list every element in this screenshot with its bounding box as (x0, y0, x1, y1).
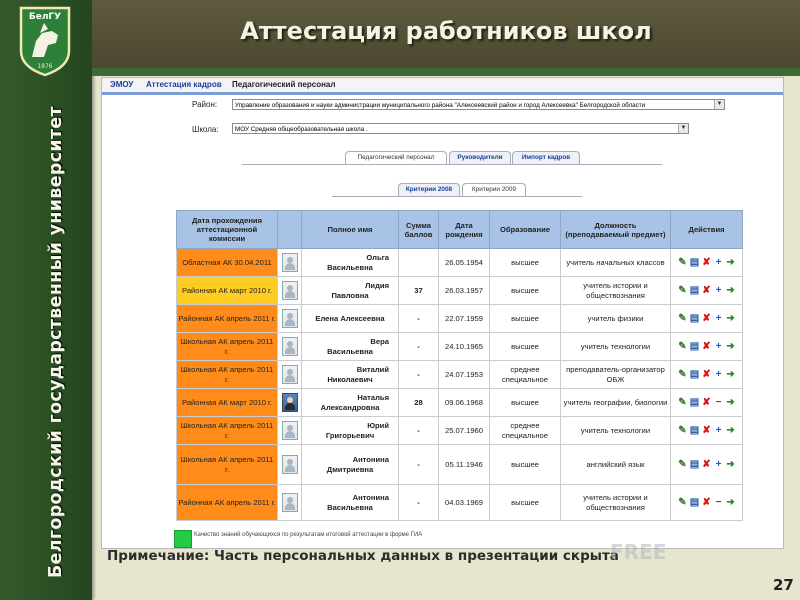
cell-photo (278, 249, 302, 277)
cell-score: 37 (399, 277, 439, 305)
nav-current-section: Педагогический персонал (232, 80, 336, 89)
add-icon[interactable]: + (715, 257, 722, 268)
add-icon[interactable]: + (715, 425, 722, 436)
cell-position: английский язык (561, 445, 671, 485)
col-actions: Действия (671, 211, 743, 249)
edit-icon[interactable]: ✎ (678, 257, 687, 268)
cell-education: среднее специальное (490, 361, 561, 389)
name-line-2[interactable]: Васильевна (327, 346, 373, 356)
cell-score: - (399, 305, 439, 333)
arrow-right-icon[interactable]: ➜ (726, 425, 735, 436)
name-line-2[interactable]: Павловна (331, 290, 369, 300)
delete-icon[interactable]: ✘ (702, 397, 711, 408)
rayon-select[interactable] (232, 99, 725, 110)
cell-photo (278, 389, 302, 417)
name-line-2[interactable]: Григорьевич (325, 430, 375, 440)
add-icon[interactable]: + (715, 313, 722, 324)
cell-education: высшее (490, 445, 561, 485)
cell-attestation: Районная АК март 2010 г. (177, 277, 278, 305)
avatar[interactable] (282, 393, 298, 412)
delete-icon[interactable]: ✘ (702, 285, 711, 296)
slide-note: Примечание: Часть персональных данных в презентации скрыта (107, 548, 619, 564)
col-photo (278, 211, 302, 249)
avatar[interactable] (282, 337, 298, 356)
document-icon[interactable]: ▤ (689, 425, 700, 436)
cell-attestation: Районная АК март 2010 г. (177, 389, 278, 417)
avatar[interactable] (282, 493, 298, 512)
page-number: 27 (773, 576, 794, 594)
table-row (177, 277, 743, 305)
delete-icon[interactable]: ✘ (702, 257, 711, 268)
nav-divider (102, 92, 783, 95)
cell-attestation: Районная АК апрель 2011 г. (177, 305, 278, 333)
cell-actions (671, 389, 743, 417)
name-line-2[interactable]: Дмитриевна (326, 464, 374, 474)
logo-year: 1876 (37, 63, 53, 70)
table-row (177, 333, 743, 361)
cell-photo (278, 305, 302, 333)
arrow-right-icon[interactable]: ➜ (726, 285, 735, 296)
document-icon[interactable]: ▤ (689, 369, 700, 380)
avatar[interactable] (282, 455, 298, 474)
remove-icon[interactable]: − (715, 397, 722, 408)
document-icon[interactable]: ▤ (689, 397, 700, 408)
cell-actions (671, 305, 743, 333)
delete-icon[interactable]: ✘ (702, 425, 711, 436)
tab-criteria-2008[interactable]: Критерии 2008 (398, 183, 460, 196)
cell-position: учитель технологии (561, 333, 671, 361)
avatar[interactable] (282, 281, 298, 300)
document-icon[interactable]: ▤ (689, 257, 700, 268)
arrow-right-icon[interactable]: ➜ (726, 397, 735, 408)
edit-icon[interactable]: ✎ (678, 497, 687, 508)
name-line-1[interactable]: Антонина (352, 493, 389, 502)
cell-full-name[interactable] (302, 333, 399, 361)
university-logo (18, 5, 72, 77)
cell-attestation: Школьная АК апрель 2011 г. (177, 361, 278, 389)
edit-icon[interactable]: ✎ (678, 313, 687, 324)
rayon-value: Управление образования и науки администрации муниципального района "Алексеевский район и город Алексеевка" Белгородской области (235, 102, 646, 109)
cell-education: высшее (490, 277, 561, 305)
top-navigation (102, 78, 783, 93)
name-line-2[interactable]: Александровна (320, 402, 380, 412)
cell-score: - (399, 445, 439, 485)
document-icon[interactable]: ▤ (689, 459, 700, 470)
name-line-2[interactable]: Николаевич (327, 374, 373, 384)
cell-actions (671, 417, 743, 445)
col-full-name[interactable]: Полное имя (302, 211, 399, 249)
name-line-1[interactable]: Виталий (356, 365, 389, 374)
staff-table-body (177, 249, 743, 521)
delete-icon[interactable]: ✘ (702, 369, 711, 380)
name-line-1[interactable]: Наталья (357, 393, 389, 402)
cell-birth-date: 26.03.1957 (439, 277, 490, 305)
nav-emou[interactable]: ЭМОУ (110, 80, 134, 89)
cell-score: - (399, 361, 439, 389)
cell-position: учитель географии, биологии (561, 389, 671, 417)
name-line-2[interactable]: Елена Алексеевна (315, 313, 385, 323)
document-icon[interactable]: ▤ (689, 497, 700, 508)
col-attestation-date[interactable]: Дата прохождения аттестационной комиссии (177, 211, 278, 249)
cell-actions (671, 249, 743, 277)
cell-attestation: Школьная АК апрель 2011 г. (177, 445, 278, 485)
cell-full-name[interactable] (302, 445, 399, 485)
table-footnote: Качество знаний обучающихся по результатам итоговой аттестации в форме ГИА (194, 532, 423, 538)
cell-full-name[interactable] (302, 361, 399, 389)
edit-icon[interactable]: ✎ (678, 397, 687, 408)
cell-attestation: Школьная АК апрель 2011 г. (177, 417, 278, 445)
logo-title: БелГУ (28, 12, 62, 22)
table-row (177, 417, 743, 445)
cell-position: учитель истории и обществознания (561, 277, 671, 305)
cell-photo (278, 333, 302, 361)
arrow-right-icon[interactable]: ➜ (726, 313, 735, 324)
edit-icon[interactable]: ✎ (678, 459, 687, 470)
cell-score: - (399, 417, 439, 445)
avatar[interactable] (282, 309, 298, 328)
document-icon[interactable]: ▤ (689, 313, 700, 324)
add-icon[interactable]: + (715, 459, 722, 470)
cell-birth-date: 24.07.1953 (439, 361, 490, 389)
cell-full-name[interactable] (302, 417, 399, 445)
arrow-right-icon[interactable]: ➜ (726, 341, 735, 352)
school-value: МОУ Средняя общеобразовательная школа . (235, 126, 368, 133)
add-icon[interactable]: + (715, 285, 722, 296)
cell-photo (278, 417, 302, 445)
cell-actions (671, 333, 743, 361)
name-line-1[interactable]: Лидия (365, 281, 389, 290)
avatar[interactable] (282, 421, 298, 440)
edit-icon[interactable]: ✎ (678, 425, 687, 436)
cell-photo (278, 361, 302, 389)
chevron-down-icon: ▼ (714, 100, 724, 109)
cell-full-name[interactable] (302, 485, 399, 521)
cell-education: высшее (490, 389, 561, 417)
cell-education: высшее (490, 485, 561, 521)
sidebar (0, 0, 92, 600)
cell-education: высшее (490, 249, 561, 277)
arrow-right-icon[interactable]: ➜ (726, 497, 735, 508)
cell-attestation: Областная АК 30.04.2011 (177, 249, 278, 277)
cell-full-name[interactable] (302, 389, 399, 417)
cell-birth-date: 22.07.1959 (439, 305, 490, 333)
tab-managers[interactable]: Руководители (449, 151, 511, 164)
cell-birth-date: 26.05.1954 (439, 249, 490, 277)
edit-icon[interactable]: ✎ (678, 341, 687, 352)
arrow-right-icon[interactable]: ➜ (726, 257, 735, 268)
cell-attestation: Школьная АК апрель 2011 г. (177, 333, 278, 361)
cell-photo (278, 445, 302, 485)
tab-criteria-2009[interactable]: Критерии 2009 (462, 183, 526, 196)
cell-position: учитель физики (561, 305, 671, 333)
header-band (92, 68, 800, 76)
app-screenshot (101, 77, 784, 549)
cell-birth-date: 05.11.1946 (439, 445, 490, 485)
cell-birth-date: 04.03.1969 (439, 485, 490, 521)
staff-table (176, 210, 743, 521)
cell-photo (278, 277, 302, 305)
cell-birth-date: 09.06.1968 (439, 389, 490, 417)
legend-green-square (174, 530, 192, 548)
document-icon[interactable]: ▤ (689, 285, 700, 296)
col-education[interactable]: Образование (490, 211, 561, 249)
cell-actions (671, 277, 743, 305)
table-row (177, 361, 743, 389)
cell-attestation: Районная АК апрель 2011 г. (177, 485, 278, 521)
tabs-divider (242, 164, 662, 165)
delete-icon[interactable]: ✘ (702, 459, 711, 470)
remove-icon[interactable]: − (715, 497, 722, 508)
table-row (177, 445, 743, 485)
name-line-1[interactable]: Юрий (367, 421, 389, 430)
delete-icon[interactable]: ✘ (702, 313, 711, 324)
name-line-1[interactable]: Вера (370, 337, 389, 346)
col-birth-date[interactable]: Дата рождения (439, 211, 490, 249)
table-row (177, 249, 743, 277)
name-line-2[interactable]: Васильевна (327, 262, 373, 272)
cell-education: высшее (490, 333, 561, 361)
cell-position: учитель начальных классов (561, 249, 671, 277)
school-select[interactable] (232, 123, 689, 134)
cell-full-name[interactable] (302, 305, 399, 333)
cell-actions (671, 361, 743, 389)
table-row (177, 389, 743, 417)
arrow-right-icon[interactable]: ➜ (726, 459, 735, 470)
school-label: Школа: (192, 125, 219, 134)
name-line-1[interactable]: Ольга (366, 253, 389, 262)
add-icon[interactable]: + (715, 341, 722, 352)
cell-actions (671, 445, 743, 485)
edit-icon[interactable]: ✎ (678, 369, 687, 380)
avatar[interactable] (282, 365, 298, 384)
tab-teaching-staff[interactable]: Педагогический персонал (345, 151, 447, 164)
cell-education: среднее специальное (490, 417, 561, 445)
delete-icon[interactable]: ✘ (702, 341, 711, 352)
cell-full-name[interactable] (302, 277, 399, 305)
col-position[interactable]: Должность (преподаваемый предмет) (561, 211, 671, 249)
chevron-down-icon: ▼ (678, 124, 688, 133)
delete-icon[interactable]: ✘ (702, 497, 711, 508)
slide-title: Аттестация работников школ (240, 17, 652, 45)
cell-birth-date: 25.07.1960 (439, 417, 490, 445)
document-icon[interactable]: ▤ (689, 341, 700, 352)
cell-position: учитель технологии (561, 417, 671, 445)
cell-education: высшее (490, 305, 561, 333)
rayon-label: Район: (192, 100, 218, 109)
cell-score: - (399, 485, 439, 521)
cell-actions (671, 485, 743, 521)
cell-score: 28 (399, 389, 439, 417)
arrow-right-icon[interactable]: ➜ (726, 369, 735, 380)
nav-attestation[interactable]: Аттестация кадров (146, 80, 222, 89)
edit-icon[interactable]: ✎ (678, 285, 687, 296)
avatar[interactable] (282, 253, 298, 272)
table-row (177, 485, 743, 521)
cell-score: - (399, 333, 439, 361)
name-line-1[interactable]: Антонина (352, 455, 389, 464)
name-line-2[interactable]: Васильевна (327, 502, 373, 512)
tab-import-staff[interactable]: Импорт кадров (512, 151, 580, 164)
watermark: FREE (610, 540, 667, 564)
table-row (177, 305, 743, 333)
cell-photo (278, 485, 302, 521)
cell-full-name[interactable] (302, 249, 399, 277)
cell-birth-date: 24.10.1965 (439, 333, 490, 361)
cell-position: учитель истории и обществознания (561, 485, 671, 521)
cell-score (399, 249, 439, 277)
subtabs-divider (332, 196, 582, 197)
col-score[interactable]: Сумма баллов (399, 211, 439, 249)
cell-position: преподаватель-организатор ОБЖ (561, 361, 671, 389)
add-icon[interactable]: + (715, 369, 722, 380)
university-name: Белгородский государственный университет (46, 106, 66, 578)
